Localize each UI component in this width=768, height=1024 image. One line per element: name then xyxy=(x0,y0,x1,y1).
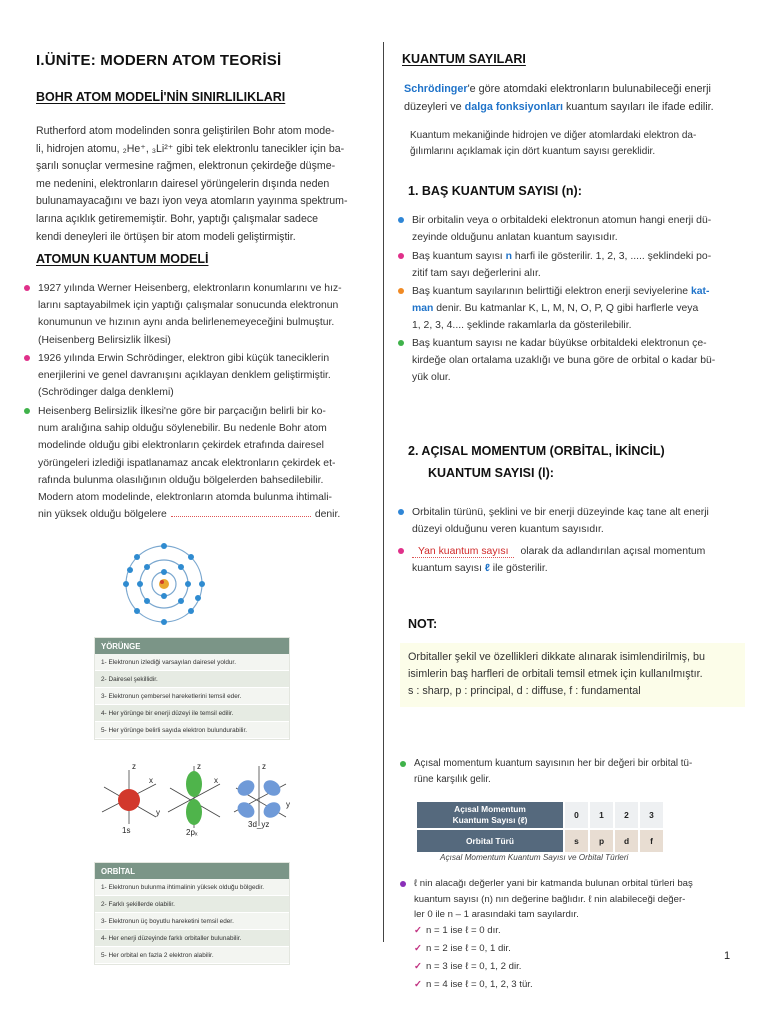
orbital-row: 1- Elektronun bulunma ihtimalinin yüksek olduğu bölgedir. xyxy=(95,879,289,896)
text-line: num aralığına sahip olduğu söylenebilir. Bu nedenle Bohr atom xyxy=(38,423,327,435)
text: n = 3 ise ℓ = 0, 1, 2 dir. xyxy=(426,961,522,972)
orbital-row: 3- Elektronun üç boyutlu hareketini temsil eder. xyxy=(95,913,289,930)
orbital-row: 2- Farklı şekillerde olabilir. xyxy=(95,896,289,913)
orbital-header: ORBİTAL xyxy=(95,863,289,879)
text: Baş kuantum sayılarının belirttiği elektron enerji seviyelerine xyxy=(412,286,689,297)
text: olarak da adlandırılan açısal momentum xyxy=(520,546,706,557)
text-line: s : sharp, p : principal, d : diffuse, f : fundamental xyxy=(408,685,641,697)
table-cell: d xyxy=(615,830,638,852)
text: li, hidrojen atomu, xyxy=(36,142,120,155)
table-cell: 3 xyxy=(640,802,663,828)
text-line: kendi deneyleri ile örtüşen bir atom modeli geliştirmiştir. xyxy=(36,230,296,243)
orbital-2p-label: 2pₓ xyxy=(186,828,198,837)
bullet-ell-values xyxy=(400,876,740,923)
yorunge-box xyxy=(94,637,290,740)
table-header-angular xyxy=(417,802,563,828)
check-item xyxy=(414,961,521,972)
text-line: zitif tam sayı değerlerini alır. xyxy=(412,268,541,280)
axis-label: z xyxy=(262,762,266,771)
text-line: Kuantum Sayısı (ℓ) xyxy=(452,815,528,825)
check-icon: ✓ xyxy=(414,943,423,954)
text-line: yörüngeleri izlediği ispatlanamaz ancak elektronların çekirdek et- xyxy=(38,457,336,469)
text-line: modelinde olduğu gibi elektronların çekirdek etrafında dairesel xyxy=(38,440,324,452)
check-item xyxy=(414,925,501,936)
text-line: larını saptayabilmek için yaptığı çalışmalar sonucunda elektronun xyxy=(38,300,339,312)
quantum-numbers-heading: KUANTUM SAYILARI xyxy=(402,52,526,66)
bohr-heading: BOHR ATOM MODELİ'NİN SINIRLILIKLARI xyxy=(36,90,286,104)
highlight-text: dalga fonksiyonları xyxy=(464,100,564,113)
highlight-text: man xyxy=(412,303,434,315)
highlight-text: kat- xyxy=(690,286,710,297)
text-line: Rutherford atom modelinden sonra geliştirilen Bohr atom mode- xyxy=(36,125,335,137)
axis-label: y xyxy=(156,808,160,817)
table-cell: p xyxy=(590,830,613,852)
text-line: konumunun ve hızının aynı anda belirlenemeyeceğini bulmuştur. xyxy=(38,317,335,329)
text-line: kirdeğe olan ortalama uzaklığı ve buna göre de orbital o kadar bü- xyxy=(412,355,716,367)
text: n = 2 ise ℓ = 0, 1 dir. xyxy=(426,943,511,954)
text-line xyxy=(38,506,364,523)
check-icon: ✓ xyxy=(414,979,423,990)
text-line xyxy=(412,560,743,577)
text-line: rafında bulunma olasılığının olduğu bölgelerden bahsedilebilir. xyxy=(38,474,324,486)
text-line: Modern atom modelinde, elektronların atomda bulunma ihtimali- xyxy=(38,492,332,504)
bullet-angular-1 xyxy=(398,504,743,538)
bullet-schrodinger xyxy=(24,350,364,402)
text-line: Orbitalin türünü, şeklini ve bir enerji düzeyinde kaç tane alt enerji xyxy=(412,507,709,518)
table-row xyxy=(417,802,663,828)
axis-label: x xyxy=(214,776,218,785)
text-line: Baş kuantum sayısı ne kadar büyükse orbitaldeki elektronun çe- xyxy=(412,338,707,349)
table-cell: 0 xyxy=(565,802,588,828)
purple-bullet-icon xyxy=(400,881,406,887)
bohr-atom-icon xyxy=(116,540,212,628)
filled-blank: Yan kuantum sayısı xyxy=(412,546,514,558)
highlight-text: Schrödinger xyxy=(404,83,468,95)
table-row xyxy=(417,830,663,852)
bullet-uncertainty xyxy=(24,403,364,523)
highlight-text: n xyxy=(505,251,512,262)
bohr-paragraph xyxy=(36,123,364,246)
text: Baş kuantum sayısı xyxy=(412,251,503,262)
table-header-type: Orbital Türü xyxy=(417,830,563,852)
yorunge-row: 2- Dairesel şekillidir. xyxy=(95,671,289,688)
text-line: zeyinde olduğunu anlatan kuantum sayısıdır. xyxy=(412,232,618,244)
quantum-model-heading: ATOMUN KUANTUM MODELİ xyxy=(36,252,209,266)
text-line xyxy=(404,81,744,99)
axis-label: x xyxy=(149,776,153,785)
table-cell: 2 xyxy=(615,802,638,828)
bullet-orbital-type xyxy=(400,756,740,788)
yorunge-row: 4- Her yörünge bir enerji düzeyi ile temsil edilir. xyxy=(95,705,289,722)
check-item xyxy=(414,943,511,954)
text-line: (Heisenberg Belirsizlik İlkesi) xyxy=(38,334,171,346)
principal-heading: 1. BAŞ KUANTUM SAYISI (n): xyxy=(408,184,582,198)
text-line: şarılı sonuçlar vermesine rağmen, elektronun çekirdeğe düşme- xyxy=(36,160,336,173)
text-line: Bir orbitalin veya o orbitaldeki elektronun atomun hangi enerji dü- xyxy=(412,215,712,226)
orbital-type-table xyxy=(415,800,665,854)
orbital-shapes-icon xyxy=(94,762,304,832)
pink-bullet-icon xyxy=(398,548,404,554)
text-line: 1927 yılında Werner Heisenberg, elektronların konumlarını ve hız- xyxy=(38,283,342,294)
text-line: enerjilerini ve genel davranışını açıklayan denklem geliştirmiştir. xyxy=(38,370,331,382)
text-line xyxy=(412,300,743,317)
text-line xyxy=(404,99,744,117)
text-line: bulunamayacağını ve bazı iyon veya atomların yayınma spektrum- xyxy=(36,195,348,208)
quantum-intro xyxy=(410,128,745,160)
axis-label: y xyxy=(286,800,290,809)
yorunge-row: 5- Her yörünge belirli sayıda elektron bulundurabilir. xyxy=(95,722,289,739)
angular-heading-line1: 2. AÇISAL MOMENTUM (ORBİTAL, İKİNCİL) xyxy=(408,444,665,458)
fill-in-blank xyxy=(171,508,311,517)
orbital-1s-label: 1s xyxy=(122,826,131,835)
check-icon: ✓ xyxy=(414,925,423,936)
text-line xyxy=(36,141,364,159)
blue-bullet-icon xyxy=(398,217,404,223)
ell-symbol: ℓ xyxy=(484,563,490,575)
note-heading: NOT: xyxy=(408,617,438,631)
text: harfi ile gösterilir. 1, 2, 3, ..... şeklindeki po- xyxy=(514,251,712,262)
table-cell: 1 xyxy=(590,802,613,828)
table-cell: s xyxy=(565,830,588,852)
text: düzeyleri ve xyxy=(404,100,462,113)
text-line: ğılımlarını açıklamak için dört kuantum sayısı gereklidir. xyxy=(410,146,656,157)
orbital-3d-label: 3d_yz xyxy=(248,820,270,829)
text: denir. Bu katmanlar K, L, M, N, O, P, Q gibi harflerle veya xyxy=(436,303,699,315)
text-line: ler 0 ile n – 1 arasındaki tam sayılardır. xyxy=(414,909,579,920)
text-line: me nedenini, elektronların dairesel yörüngelerin dışında neden xyxy=(36,177,330,190)
bullet-principal-1 xyxy=(398,212,743,246)
text-line xyxy=(412,283,743,300)
pink-bullet-icon xyxy=(398,253,404,259)
yorunge-header: YÖRÜNGE xyxy=(95,638,289,654)
page-number: 1 xyxy=(724,950,731,962)
bullet-principal-4 xyxy=(398,335,743,387)
orbital-row: 4- Her enerji düzeyinde farklı orbitaller bulunabilir. xyxy=(95,930,289,947)
blue-bullet-icon xyxy=(398,509,404,515)
text-line: 1, 2, 3, 4.... şeklinde rakamlarla da gösterilebilir. xyxy=(412,320,632,332)
orbital-row: 5- Her orbital en fazla 2 elektron alabilir. xyxy=(95,947,289,964)
text-line: Kuantum mekaniğinde hidrojen ve diğer atomlardaki elektron da- xyxy=(410,130,697,141)
text-line: larına açıklık getirememiştir. Bohr, yaptığı çalışmalar sadece xyxy=(36,212,319,225)
note-box xyxy=(400,643,745,707)
text: nin yüksek olduğu bölgelere xyxy=(38,509,167,521)
text: ile gösterilir. xyxy=(492,563,548,575)
text: kuantum sayısı xyxy=(412,563,482,575)
text-line xyxy=(412,248,743,265)
check-icon: ✓ xyxy=(414,961,423,972)
green-bullet-icon xyxy=(398,340,404,346)
text-line: Açısal momentum kuantum sayısının her bir değeri bir orbital tü- xyxy=(414,758,693,769)
text-line: rüne karşılık gelir. xyxy=(414,774,491,785)
text: gibi tek elektronlu tanecikler için ba- xyxy=(176,142,345,155)
text-line: ℓ nin alacağı değerler yani bir katmanda bulunan orbital türleri baş xyxy=(414,878,693,889)
text-line: 1926 yılında Erwin Schrödinger, elektron gibi küçük taneciklerin xyxy=(38,353,330,364)
bullet-principal-2 xyxy=(398,248,743,282)
unit-title: I.ÜNİTE: MODERN ATOM TEORİSİ xyxy=(36,52,282,69)
bullet-principal-3 xyxy=(398,283,743,335)
schrodinger-intro xyxy=(404,81,744,116)
text-line: Açısal Momentum xyxy=(454,804,526,814)
text: n = 4 ise ℓ = 0, 1, 2, 3 tür. xyxy=(426,979,533,990)
orange-bullet-icon xyxy=(398,288,404,294)
text-line: Heisenberg Belirsizlik İlkesi'ne göre bir parçacığın belirli bir ko- xyxy=(38,406,326,417)
bullet-heisenberg xyxy=(24,280,364,349)
text-line xyxy=(412,543,743,560)
text-line: Orbitaller şekil ve özellikleri dikkate alınarak isimlendirilmiş, bu xyxy=(408,651,706,663)
yorunge-row: 3- Elektronun çembersel hareketlerini temsil eder. xyxy=(95,688,289,705)
axis-label: z xyxy=(197,762,201,771)
text: kuantum sayıları ile ifade edilir. xyxy=(566,100,714,113)
text: 'e göre atomdaki elektronların bulunabileceği enerji xyxy=(467,83,711,95)
column-divider xyxy=(383,42,384,942)
angular-heading-line2: KUANTUM SAYISI (l): xyxy=(428,466,554,480)
table-caption: Açısal Momentum Kuantum Sayısı ve Orbital Türleri xyxy=(440,853,629,862)
table-cell: f xyxy=(640,830,663,852)
green-bullet-icon xyxy=(400,761,406,767)
text-line: düzeyi olduğunu veren kuantum sayısıdır. xyxy=(412,524,604,536)
text-line: (Schrödinger dalga denklemi) xyxy=(38,387,174,399)
orbital-shapes xyxy=(94,762,304,842)
orbital-box xyxy=(94,862,290,965)
text: n = 1 ise ℓ = 0 dır. xyxy=(426,925,501,936)
yorunge-row: 1- Elektronun izlediği varsayılan dairesel yoldur. xyxy=(95,654,289,671)
text-line: kuantum sayısı (n) nın değerine bağlıdır. ℓ nin alabileceği değer- xyxy=(414,893,686,905)
text: denir. xyxy=(314,509,341,521)
pink-bullet-icon xyxy=(24,355,30,361)
axis-label: z xyxy=(132,762,136,771)
green-bullet-icon xyxy=(24,408,30,414)
text-line: yük olur. xyxy=(412,372,451,384)
text-line: isimlerin baş harfleri de orbitali temsil etmek için kullanılmıştır. xyxy=(408,668,703,680)
bullet-angular-2 xyxy=(398,543,743,577)
pink-bullet-icon xyxy=(24,285,30,291)
check-item xyxy=(414,979,533,990)
formula: ₂He⁺, ₃Li²⁺ xyxy=(122,142,174,155)
